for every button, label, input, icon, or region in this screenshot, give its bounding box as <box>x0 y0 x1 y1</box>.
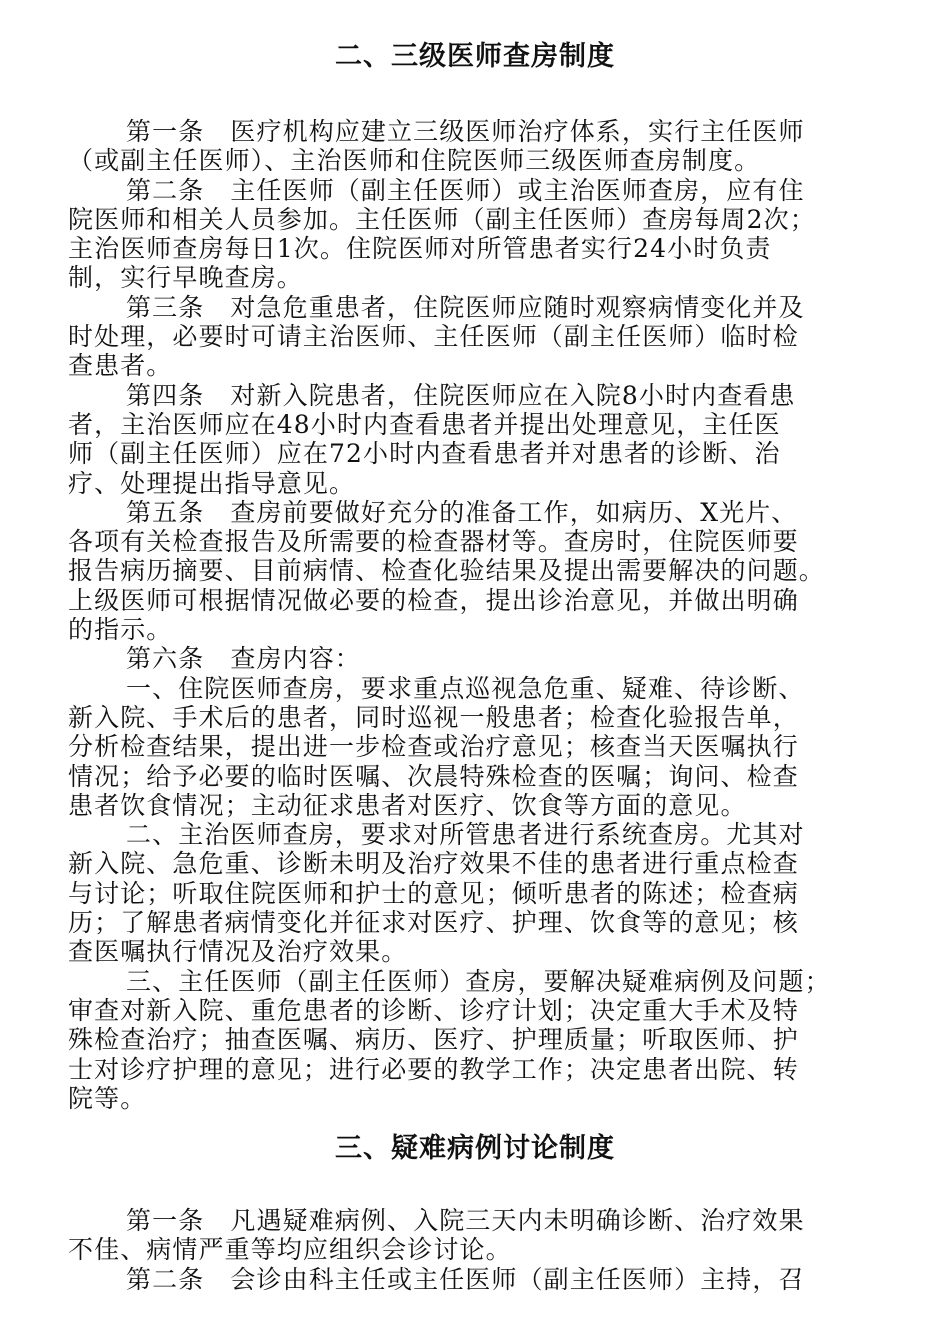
paragraph-line: 第五条 查房前要做好充分的准备工作，如病历、X光片、 <box>126 497 798 527</box>
section-body <box>68 117 908 1113</box>
paragraph-line: 一、住院医师查房，要求重点巡视急危重、疑难、待诊断、 <box>126 673 805 703</box>
paragraph-line: 报告病历摘要、目前病情、检查化验结果及提出需要解决的问题。 <box>68 556 825 586</box>
paragraph-line: 患者饮食情况；主动征求患者对医疗、饮食等方面的意见。 <box>68 790 747 820</box>
section-title: 三、疑难病例讨论制度 <box>335 1133 615 1164</box>
paragraph-line: 时处理，必要时可请主治医师、主任医师（副主任医师）临时检 <box>68 322 799 352</box>
paragraph-line: 历；了解患者病情变化并征求对医疗、护理、饮食等的意见；核 <box>68 908 799 938</box>
paragraph-line: 三、主任医师（副主任医师）查房，要解决疑难病例及问题； <box>126 966 831 996</box>
paragraph-line: （或副主任医师）、主治医师和住院医师三级医师查房制度。 <box>68 146 761 176</box>
paragraph-line: 第二条 会诊由科主任或主任医师（副主任医师）主持，召 <box>126 1264 805 1294</box>
paragraph-line: 第二条 主任医师（副主任医师）或主治医师查房，应有住 <box>126 175 805 205</box>
paragraph-line: 者，主治医师应在48小时内查看患者并提出处理意见，主任医 <box>68 409 781 439</box>
paragraph-line: 各项有关检查报告及所需要的检查器材等。查房时，住院医师要 <box>68 527 799 557</box>
paragraph-line: 殊检查治疗；抽查医嘱、病历、医疗、护理质量；听取医师、护 <box>68 1025 799 1055</box>
paragraph-line: 与讨论；听取住院医师和护士的意见；倾听患者的陈述；检查病 <box>68 878 799 908</box>
paragraph-line: 第四条 对新入院患者，住院医师应在入院8小时内查看患 <box>126 380 796 410</box>
paragraph-line: 审查对新入院、重危患者的诊断、诊疗计划；决定重大手术及特 <box>68 995 799 1025</box>
paragraph-line: 第六条 查房内容： <box>126 644 361 674</box>
paragraph-line: 新入院、急危重、诊断未明及治疗效果不佳的患者进行重点检查 <box>68 849 799 879</box>
paragraph-line: 第一条 凡遇疑难病例、入院三天内未明确诊断、治疗效果 <box>126 1206 805 1235</box>
paragraph-line: 制，实行早晚查房。 <box>68 263 303 293</box>
paragraph-line: 不佳、病情严重等均应组织会诊讨论。 <box>68 1235 512 1265</box>
paragraph-line: 主治医师查房每日1次。住院医师对所管患者实行24小时负责 <box>68 234 772 264</box>
paragraph-line: 的指示。 <box>68 615 173 645</box>
paragraph-line: 第一条 医疗机构应建立三级医师治疗体系，实行主任医师 <box>126 117 805 146</box>
paragraph-line: 情况；给予必要的临时医嘱、次晨特殊检查的医嘱；询问、检查 <box>68 761 799 791</box>
paragraph-line: 师（副主任医师）应在72小时内查看患者并对患者的诊断、治 <box>68 439 781 469</box>
paragraph-line: 院医师和相关人员参加。主任医师（副主任医师）查房每周2次； <box>68 204 816 234</box>
paragraph-line: 第三条 对急危重患者，住院医师应随时观察病情变化并及 <box>126 292 805 322</box>
section-title: 二、三级医师查房制度 <box>335 41 615 72</box>
paragraph-line: 士对诊疗护理的意见；进行必要的教学工作；决定患者出院、转 <box>68 1054 799 1084</box>
paragraph-line: 分析检查结果，提出进一步检查或治疗意见；核查当天医嘱执行 <box>68 732 799 762</box>
section-body <box>68 1206 908 1294</box>
paragraph-line: 院等。 <box>68 1083 147 1113</box>
paragraph-line: 疗、处理提出指导意见。 <box>68 468 356 498</box>
paragraph-line: 新入院、手术后的患者，同时巡视一般患者；检查化验报告单， <box>68 702 799 732</box>
paragraph-line: 二、主治医师查房，要求对所管患者进行系统查房。尤其对 <box>126 820 805 850</box>
paragraph-line: 查患者。 <box>68 351 173 381</box>
paragraph-line: 查医嘱执行情况及治疗效果。 <box>68 937 408 967</box>
paragraph-line: 上级医师可根据情况做必要的检查，提出诊治意见，并做出明确 <box>68 585 799 615</box>
